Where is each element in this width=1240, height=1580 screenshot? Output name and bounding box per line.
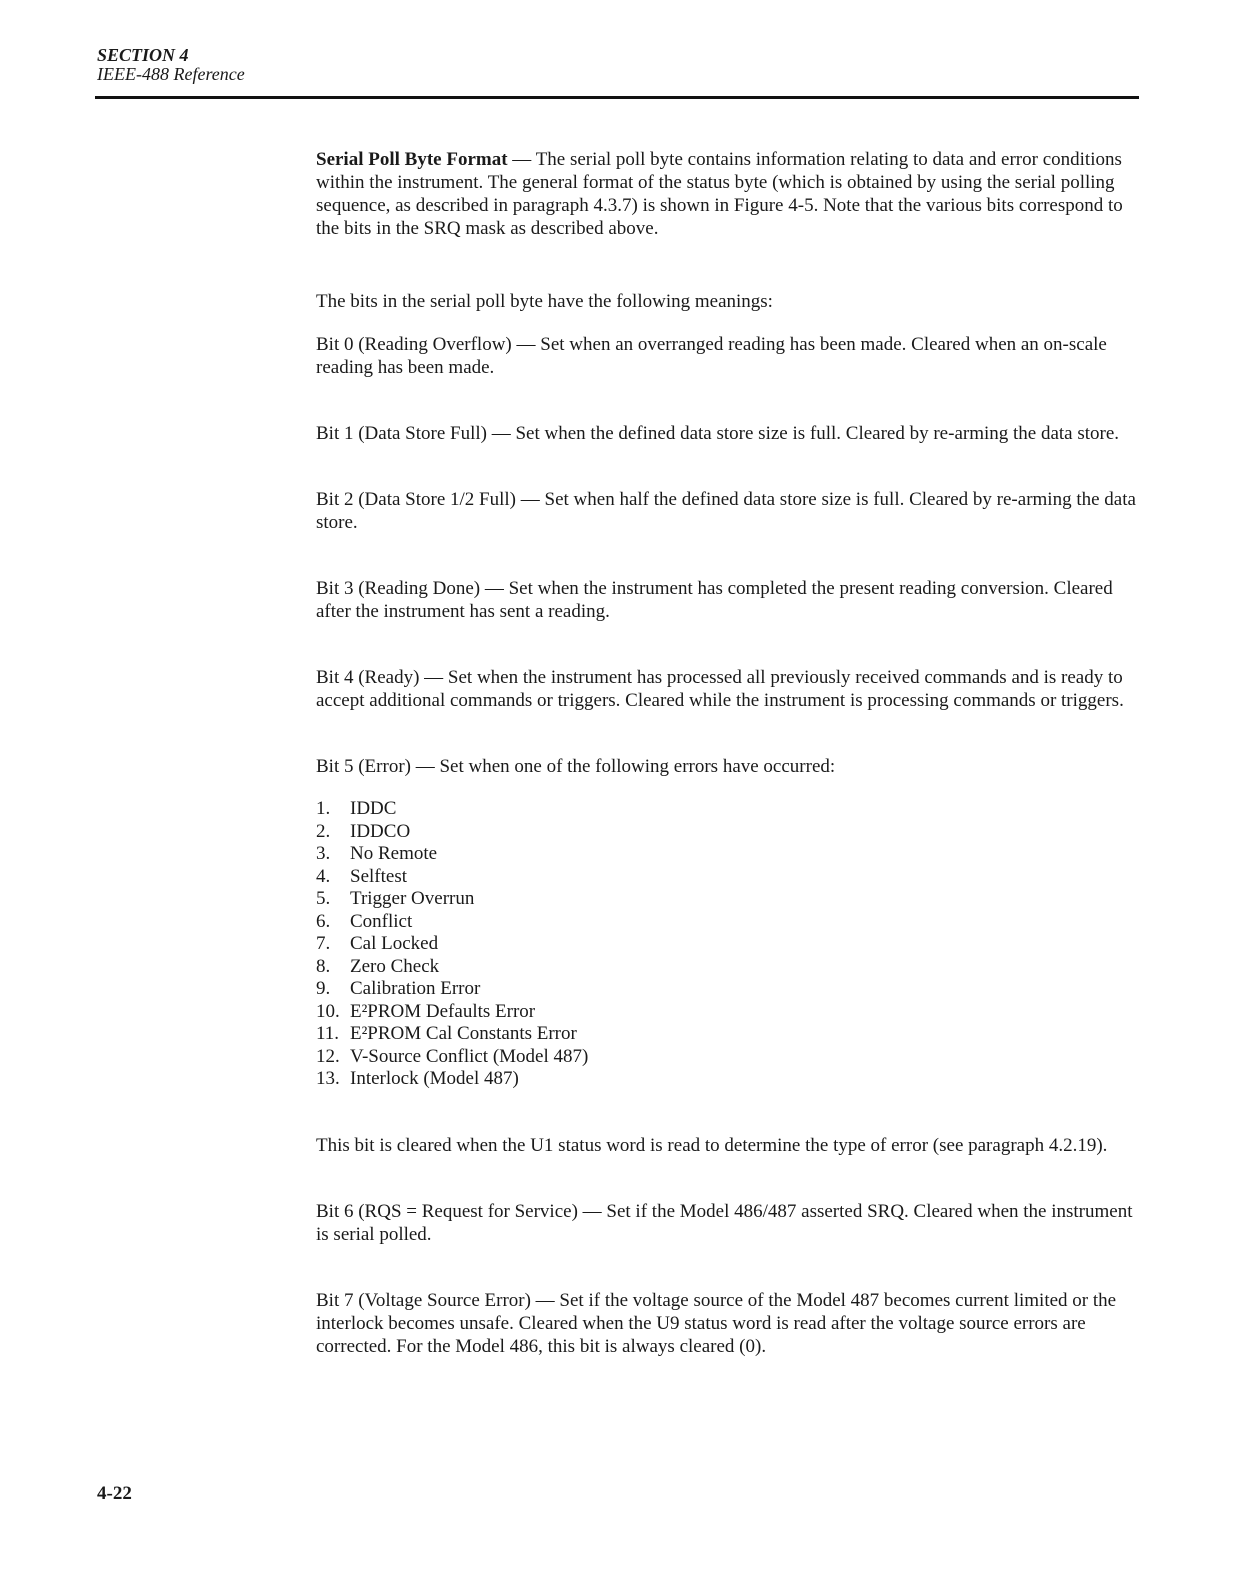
list-item-text: IDDC [350,798,397,819]
bit-2-paragraph: Bit 2 (Data Store 1/2 Full) — Set when half the defined data store size is full. Cleared by re-arming the data store. [316,489,1136,533]
list-item-text: Conflict [350,910,413,932]
page-body [316,148,1140,1358]
bit-5-cleared-paragraph: This bit is cleared when the U1 status word is read to determine the type of error (see paragraph 4.2.19). [316,1134,1108,1156]
bit-4-paragraph: Bit 4 (Ready) — Set when the instrument has processed all previously received commands and is ready to accept additional commands or triggers. Cleared while the instrument is processing commands or triggers. [316,667,1124,711]
list-item [316,888,1140,911]
list-item-number: 8. [316,955,331,977]
list-item-text: No Remote [350,843,438,864]
list-item [316,956,1140,979]
list-item [316,1001,1140,1024]
list-item [316,843,1140,866]
list-item-number: 12. [316,1045,340,1067]
list-item [316,821,1140,844]
list-item-number: 1. [316,798,331,819]
section-title: IEEE-488 Reference [97,64,245,84]
intro-lead: Serial Poll Byte Format [316,149,508,170]
page-number: 4-22 [97,1483,132,1504]
list-item-number: 7. [316,933,331,954]
list-item-number: 3. [316,843,331,864]
list-item [316,798,1140,821]
list-item-number: 9. [316,978,331,999]
bit-6-paragraph: Bit 6 (RQS = Request for Service) — Set if the Model 486/487 asserted SRQ. Cleared when the instrument is serial polled. [316,1200,1133,1245]
list-item-number: 4. [316,865,331,887]
list-item [316,1023,1140,1046]
intro-text: — The serial poll byte contains information relating to data and error conditions within the instrument. The general format of the status byte (which is obtained by using the serial polling sequence, as described in paragraph 4.3.7) is shown in Figure 4-5. Note that the various bits correspond to the bits in the SRQ mask as described above. [316,149,1123,239]
bit-1-paragraph: Bit 1 (Data Store Full) — Set when the defined data store size is full. Cleared by re-arming the data store. [316,423,1120,444]
list-item [316,911,1140,934]
list-item [316,1068,1140,1091]
list-item-text: Cal Locked [350,933,439,954]
bit-5-paragraph: Bit 5 (Error) — Set when one of the following errors have occurred: [316,756,836,777]
list-item-text: Interlock (Model 487) [350,1068,519,1089]
bit-7-paragraph: Bit 7 (Voltage Source Error) — Set if the voltage source of the Model 487 becomes current limited or the interlock becomes unsafe. Cleared when the U9 status word is read after the voltage source errors are corrected. For the Model 486, this bit is always cleared (0). [316,1289,1117,1357]
list-item-text: E²PROM Cal Constants Error [350,1023,577,1044]
list-item [316,933,1140,956]
list-item-text: Calibration Error [350,978,481,999]
list-item-text: Trigger Overrun [350,888,475,909]
section-label: SECTION 4 [97,45,189,65]
list-item-number: 2. [316,820,331,842]
list-item [316,978,1140,1001]
list-item-text: Zero Check [350,955,440,977]
error-list [316,798,1140,1091]
list-item-number: 10. [316,1000,340,1022]
bits-intro-paragraph: The bits in the serial poll byte have the following meanings: [316,291,773,312]
list-item [316,866,1140,889]
list-item [316,1046,1140,1069]
list-item-number: 11. [316,1023,340,1044]
bit-3-paragraph: Bit 3 (Reading Done) — Set when the instrument has completed the present reading conversion. Cleared after the instrument has sent a reading. [316,578,1113,622]
intro-paragraph [316,148,1140,240]
list-item-number: 6. [316,910,331,932]
running-head [97,46,245,84]
list-item-number: 5. [316,888,331,909]
list-item-number: 13. [316,1068,340,1089]
header-rule [95,96,1139,99]
list-item-text: IDDCO [350,820,411,842]
list-item-text: V-Source Conflict (Model 487) [350,1045,589,1067]
list-item-text: E²PROM Defaults Error [350,1000,536,1022]
bit-0-paragraph: Bit 0 (Reading Overflow) — Set when an overranged reading has been made. Cleared when an on-scale reading has been made. [316,334,1107,378]
list-item-text: Selftest [350,865,407,887]
